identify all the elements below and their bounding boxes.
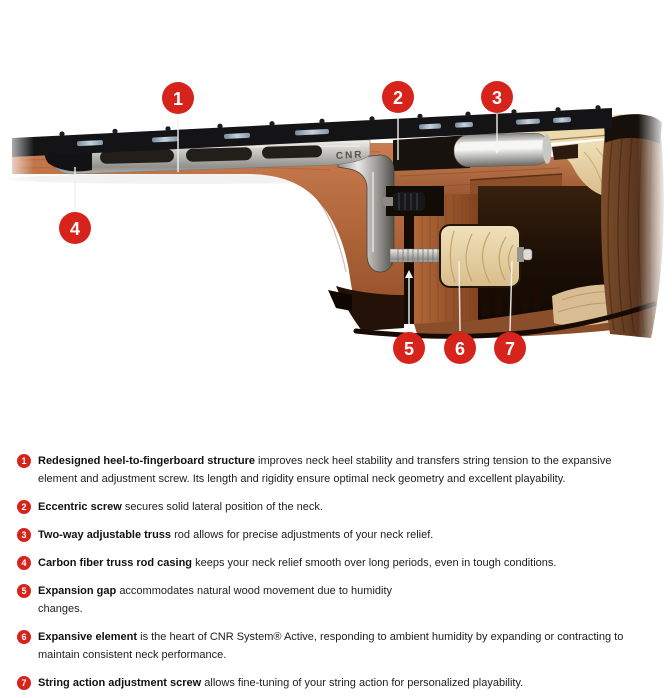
legend-item-text-block [38,582,430,618]
legend-item-number-badge: 4 [17,556,31,570]
legend-item-title: String action adjustment screw [38,677,202,690]
legend-item-description: allows fine-tuning of your string action for personalized playability. [204,677,524,690]
legend-item-number-badge: 5 [17,584,31,598]
legend-item [17,526,652,544]
callout-3-number: 3 [491,88,503,108]
expansive-element [440,225,520,287]
legend-item [17,554,652,572]
legend-item-number-badge: 3 [17,528,31,542]
legend-item-number-badge: 6 [17,630,31,644]
string-action-screw-tip [517,247,532,262]
legend [0,442,672,692]
legend-item-number-badge: 1 [17,454,31,468]
callout-5 [393,332,425,364]
callout-1-number: 1 [172,89,184,109]
legend-item-description: improves neck heel stability and transfers string tension to the expansive element and adjustment screw. Its length and rigidity ensure optimal neck geometry and excellent playability. [38,455,612,486]
legend-item-description: is the heart of CNR System® Active, responding to ambient humidity by expanding or contracting to maintain consistent neck performance. [38,631,624,662]
legend-item-text-block [38,628,652,664]
right-edge-fade [638,95,672,345]
callout-7-number: 7 [504,339,516,359]
callout-6 [444,332,476,364]
legend-item [17,628,652,664]
callout-6-number: 6 [454,339,466,359]
callout-5-number: 5 [403,339,415,359]
legend-item-description: secures solid lateral position of the neck. [124,501,323,514]
truss-rod [393,133,552,171]
legend-item-description: rod allows for precise adjustments of your neck relief. [174,529,434,542]
callout-4 [59,212,91,244]
legend-item-description: accommodates natural wood movement due to humidity changes. [38,585,393,616]
legend-item-description: keeps your neck relief smooth over long periods, even in tough conditions. [195,557,557,570]
legend-item-title: Expansive element [38,631,138,644]
legend-item-text-block [38,498,323,516]
legend-item [17,452,652,488]
legend-item-number-badge: 7 [17,676,31,690]
legend-item [17,582,652,618]
legend-item-title: Eccentric screw [38,501,122,514]
callout-1 [162,82,194,114]
callout-7 [494,332,526,364]
legend-item-text-block [38,554,556,572]
legend-item-title: Two-way adjustable truss [38,529,172,542]
legend-item-text-block [38,452,650,488]
legend-item [17,498,652,516]
legend-item-title: Carbon fiber truss rod casing [38,557,193,570]
legend-item-title: Redesigned heel-to-fingerboard structure [38,455,255,467]
legend-item-number-badge: 2 [17,500,31,514]
legend-item [17,674,652,692]
left-edge-fade [0,118,34,188]
eccentric-screw [383,186,444,216]
legend-item-text-block [38,526,433,544]
legend-item-title: Expansion gap [38,585,117,598]
legend-item-text-block [38,674,523,692]
callout-2 [382,81,414,113]
callout-2-number: 2 [392,88,404,108]
callout-4-number: 4 [69,219,81,239]
callout-3 [481,81,513,113]
metal-engraving: CNR [335,149,364,162]
